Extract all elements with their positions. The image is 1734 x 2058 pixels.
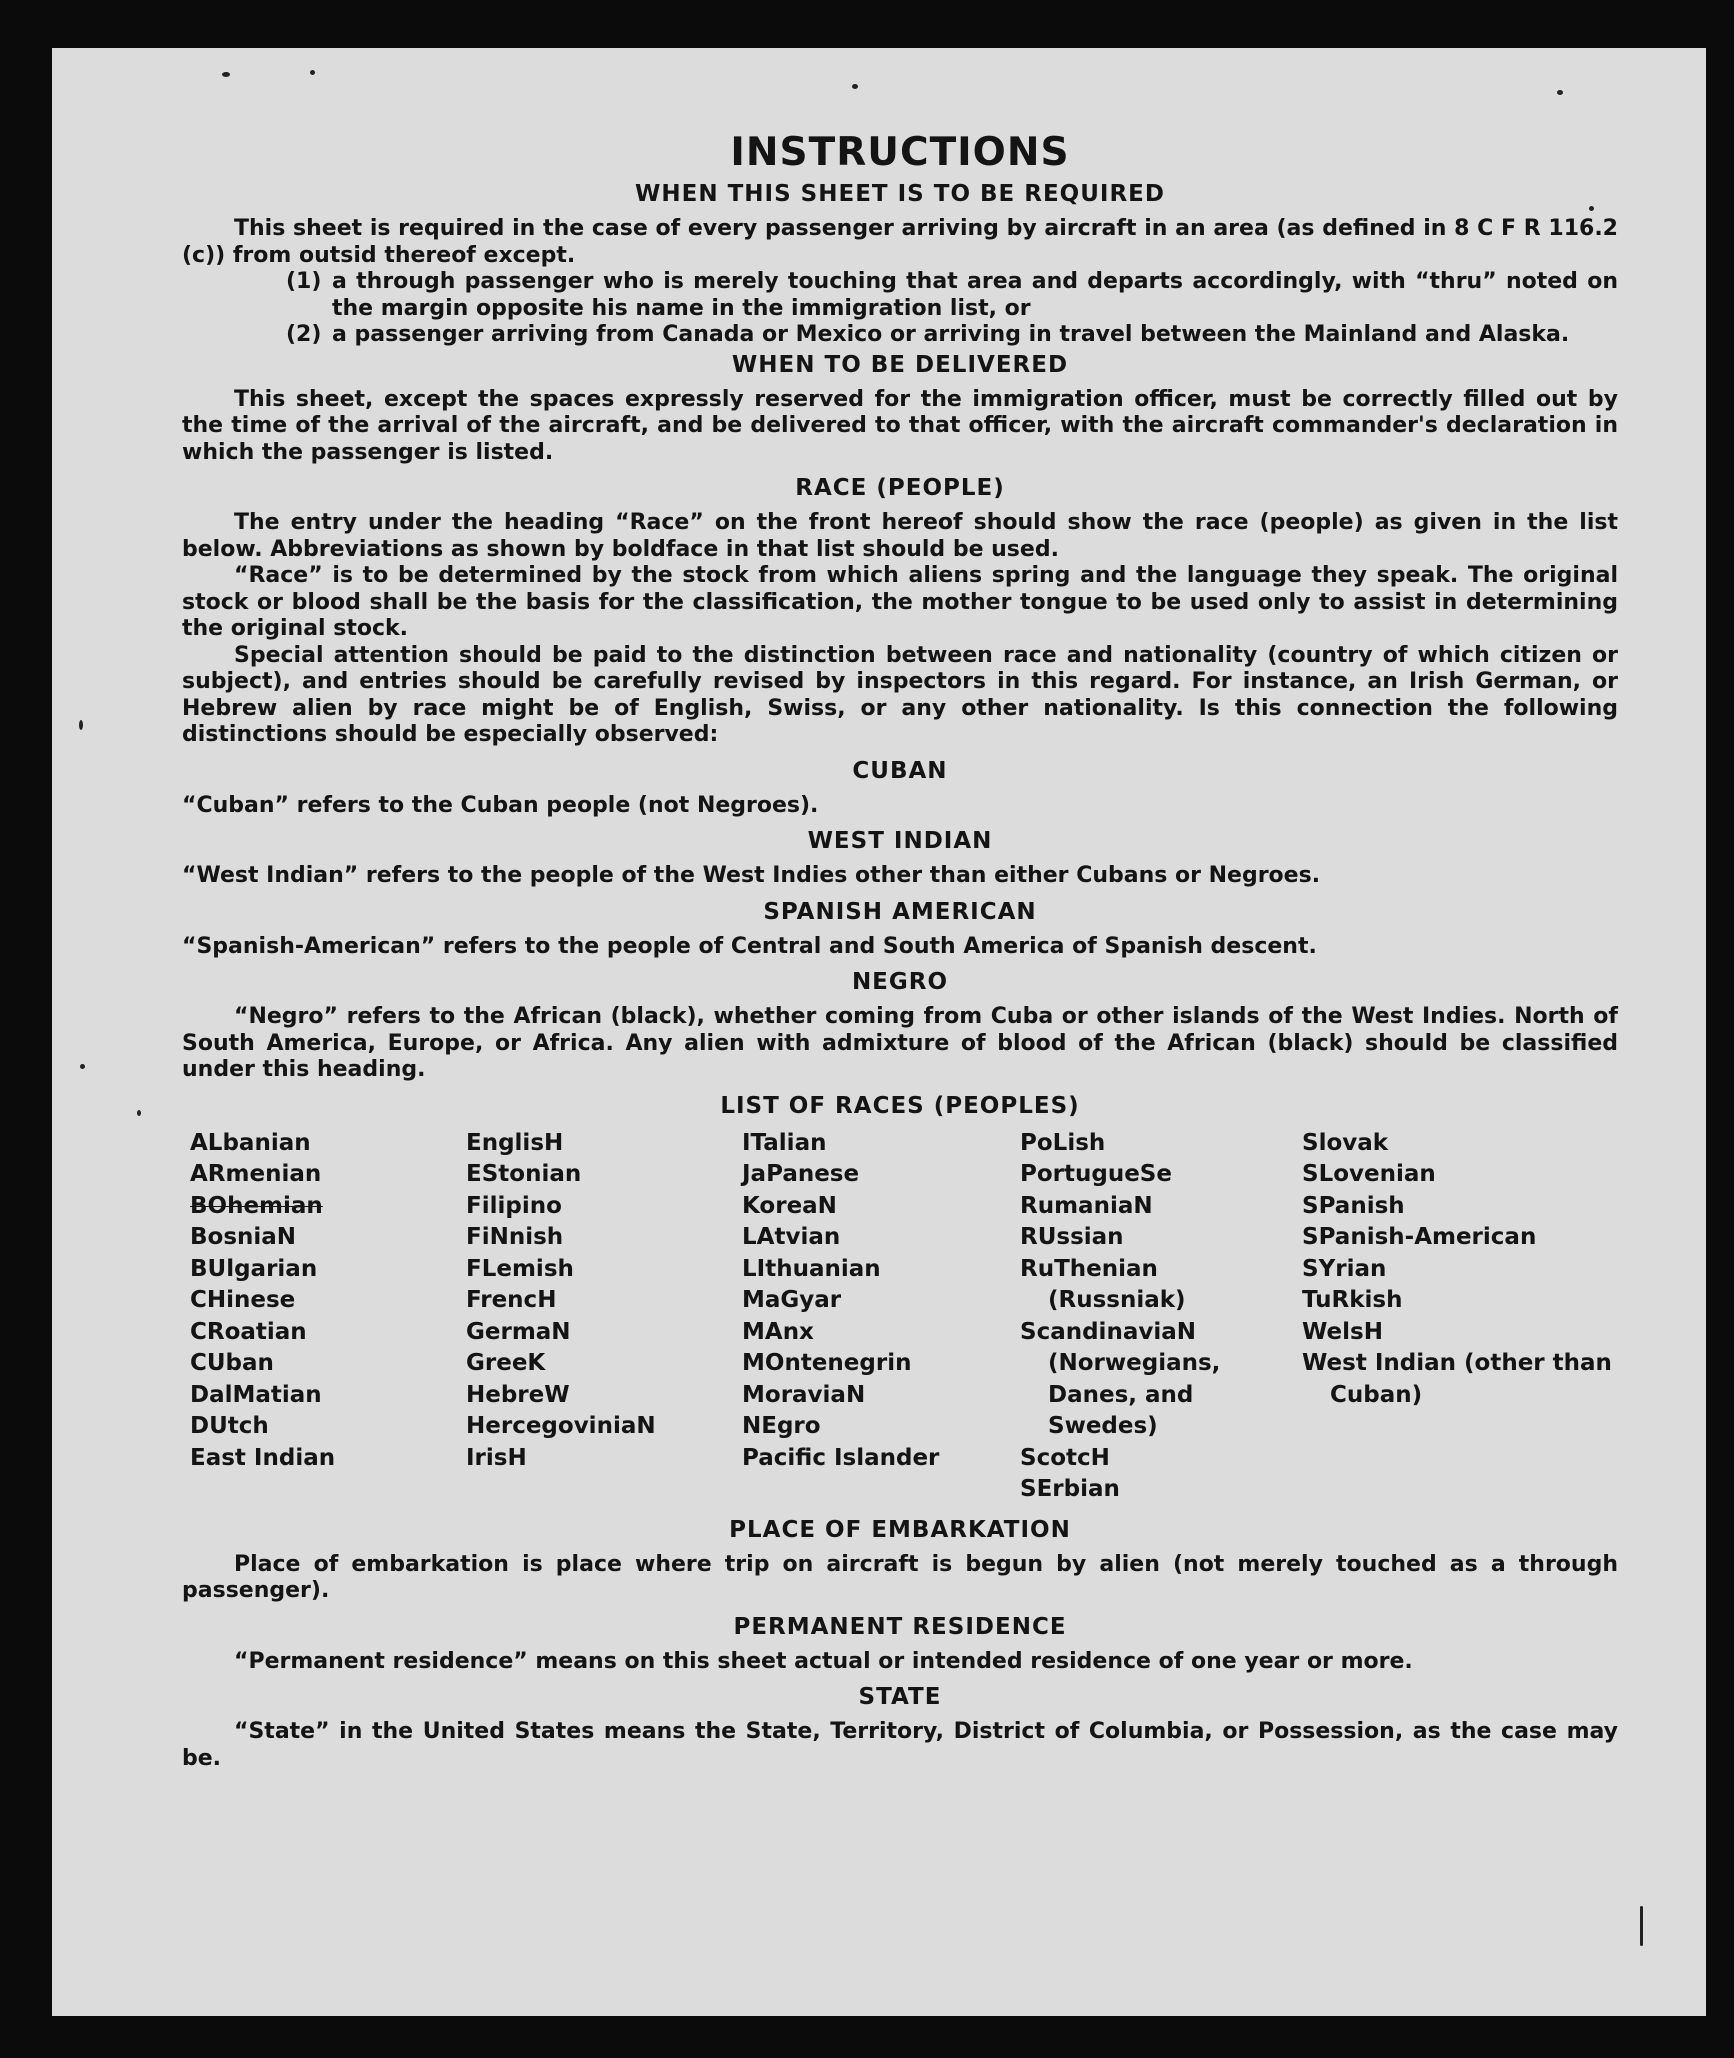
race-entry: JaPanese bbox=[742, 1161, 860, 1187]
race-entry: HebreW bbox=[466, 1381, 570, 1408]
race-entry: East Indian bbox=[190, 1444, 336, 1471]
section-heading-embarkation: PLACE OF EMBARKATION bbox=[729, 1516, 1071, 1543]
exception-item bbox=[286, 269, 1618, 322]
race-entry: BUlgarian bbox=[190, 1255, 318, 1282]
race-entry: BOhemian bbox=[190, 1192, 323, 1219]
races-column bbox=[1302, 1128, 1618, 1506]
races-column bbox=[466, 1128, 742, 1506]
race-entry: MoraviaN bbox=[742, 1381, 866, 1408]
section-heading-when-delivered: WHEN TO BE DELIVERED bbox=[731, 351, 1069, 378]
race-entry: ALbanian bbox=[190, 1129, 311, 1156]
race-entry: PortugueSe bbox=[1020, 1161, 1172, 1187]
page-title: INSTRUCTIONS bbox=[730, 130, 1070, 175]
section-heading-cuban: CUBAN bbox=[852, 757, 948, 784]
exception-text: a through passenger who is merely touching that area and departs accordingly, with “thru” noted on the margin opposite his name in the immigration list, or bbox=[332, 269, 1618, 321]
races-column bbox=[1020, 1128, 1302, 1506]
race-entry: LIthuanian bbox=[742, 1255, 881, 1282]
section-heading-spanish-american: SPANISH AMERICAN bbox=[763, 898, 1037, 925]
race-entry: SErbian bbox=[1020, 1476, 1120, 1502]
document-page bbox=[52, 48, 1706, 2016]
race-entry: Filipino bbox=[466, 1192, 562, 1219]
dust-speck bbox=[310, 70, 315, 75]
race-entry: ARmenian bbox=[190, 1161, 322, 1187]
race-entry: ScotcH bbox=[1020, 1444, 1110, 1471]
race-entry: FrencH bbox=[466, 1287, 557, 1313]
race-entry: GreeK bbox=[466, 1350, 546, 1376]
dust-speck bbox=[1557, 90, 1563, 95]
race-entry: KoreaN bbox=[742, 1192, 837, 1219]
spanish-american-text: “Spanish-American” refers to the people of Central and South America of Spanish descent. bbox=[182, 933, 1317, 959]
race-entry: ScandinaviaN (Norwegians, Danes, and Swedes) bbox=[1020, 1318, 1221, 1439]
race-paragraph: Special attention should be paid to the distinction between race and nationality (country of which citizen or subject), and entries should be carefully revised by inspectors in this regard. For instance, an Irish German, or Hebrew alien by race might be of English, Swiss, or any other nationality. Is this connection the following distinctions should be especially observed: bbox=[182, 642, 1618, 747]
state-text: “State” in the United States means the State, Territory, District of Columbia, or Possession, as the case may be. bbox=[182, 1719, 1618, 1771]
race-paragraph: “Race” is to be determined by the stock from which aliens spring and the language they speak. The original stock or blood shall be the basis for the classification, the mother tongue to be used only to assist in determining the original stock. bbox=[182, 563, 1618, 641]
race-entry: CRoatian bbox=[190, 1318, 307, 1345]
races-list bbox=[190, 1128, 1618, 1506]
race-entry: DalMatian bbox=[190, 1381, 322, 1408]
race-entry: SYrian bbox=[1302, 1255, 1387, 1282]
section-heading-when-required: WHEN THIS SHEET IS TO BE REQUIRED bbox=[635, 181, 1165, 207]
race-entry: RumaniaN bbox=[1020, 1192, 1153, 1219]
race-entry: NEgro bbox=[742, 1413, 821, 1439]
embarkation-text: Place of embarkation is place where trip on aircraft is begun by alien (not merely touched as a through passenger). bbox=[182, 1551, 1618, 1603]
races-column bbox=[190, 1128, 466, 1506]
race-entry: SLovenian bbox=[1302, 1161, 1436, 1187]
race-entry: WelsH bbox=[1302, 1318, 1383, 1345]
section-heading-state: STATE bbox=[858, 1684, 942, 1710]
race-entry: TuRkish bbox=[1302, 1287, 1403, 1313]
race-entry: ITalian bbox=[742, 1129, 827, 1156]
race-entry: FLemish bbox=[466, 1255, 574, 1282]
race-entry: CHinese bbox=[190, 1287, 296, 1313]
race-entry: IrisH bbox=[466, 1444, 527, 1471]
exception-number: (1) bbox=[286, 269, 322, 294]
race-entry: FiNnish bbox=[466, 1224, 564, 1250]
section-heading-list-of-races: LIST OF RACES (PEOPLES) bbox=[720, 1092, 1080, 1119]
dust-speck bbox=[1640, 1906, 1643, 1946]
race-entry: SPanish-American bbox=[1302, 1224, 1537, 1250]
race-entry: SPanish bbox=[1302, 1192, 1405, 1219]
west-indian-text: “West Indian” refers to the people of the West Indies other than either Cubans or Negroes. bbox=[182, 863, 1321, 888]
cuban-text: “Cuban” refers to the Cuban people (not Negroes). bbox=[182, 792, 819, 818]
dust-speck bbox=[137, 1110, 141, 1116]
exception-text: a passenger arriving from Canada or Mexico or arriving in travel between the Mainland and Alaska. bbox=[332, 322, 1570, 347]
dust-speck bbox=[79, 720, 83, 730]
race-entry: HercegoviniaN bbox=[466, 1413, 656, 1439]
races-column bbox=[742, 1128, 1020, 1506]
race-entry: West Indian (other than Cuban) bbox=[1302, 1350, 1612, 1408]
dust-speck bbox=[80, 1064, 85, 1069]
race-entry: BosniaN bbox=[190, 1224, 297, 1250]
race-entry: MaGyar bbox=[742, 1287, 842, 1313]
instructions-content bbox=[182, 130, 1618, 1772]
race-entry: DUtch bbox=[190, 1413, 269, 1439]
exception-item bbox=[286, 322, 1618, 349]
negro-text: “Negro” refers to the African (black), whether coming from Cuba or other islands of the West Indies. North of South America, Europe, or Africa. Any alien with admixture of blood of the African (black) should be classified under this heading. bbox=[182, 1004, 1618, 1082]
section-heading-negro: NEGRO bbox=[851, 969, 949, 995]
race-entry: MOntenegrin bbox=[742, 1350, 912, 1376]
race-entry: MAnx bbox=[742, 1318, 814, 1345]
section-heading-west-indian: WEST INDIAN bbox=[807, 828, 993, 854]
when-required-text: This sheet is required in the case of every passenger arriving by aircraft in an area (as defined in 8 C F R 116.2 (c)) from outsid thereof except. bbox=[182, 216, 1618, 268]
dust-speck bbox=[222, 72, 230, 77]
race-entry: EnglisH bbox=[466, 1129, 564, 1156]
race-entry: EStonian bbox=[466, 1161, 582, 1187]
race-paragraph: The entry under the heading “Race” on the front hereof should show the race (people) as given in the list below. Abbreviations as shown by boldface in that list should be used. bbox=[182, 510, 1618, 562]
race-entry: RUssian bbox=[1020, 1224, 1124, 1250]
residence-text: “Permanent residence” means on this sheet actual or intended residence of one year or more. bbox=[234, 1648, 1413, 1674]
dust-speck bbox=[852, 84, 858, 89]
race-entry: PoLish bbox=[1020, 1129, 1106, 1156]
race-entry: Pacific Islander bbox=[742, 1444, 940, 1471]
race-entry: RuThenian (Russniak) bbox=[1020, 1255, 1186, 1313]
exception-number: (2) bbox=[286, 322, 322, 347]
section-heading-race: RACE (PEOPLE) bbox=[795, 475, 1005, 501]
section-heading-residence: PERMANENT RESIDENCE bbox=[733, 1613, 1067, 1640]
race-entry: Slovak bbox=[1302, 1129, 1389, 1156]
when-delivered-text: This sheet, except the spaces expressly reserved for the immigration officer, must be correctly filled out by the time of the arrival of the aircraft, and be delivered to that officer, with the aircraft commander's declaration in which the passenger is listed. bbox=[182, 386, 1618, 465]
race-entry: GermaN bbox=[466, 1318, 571, 1345]
race-entry: CUban bbox=[190, 1350, 274, 1376]
race-entry: LAtvian bbox=[742, 1224, 841, 1250]
